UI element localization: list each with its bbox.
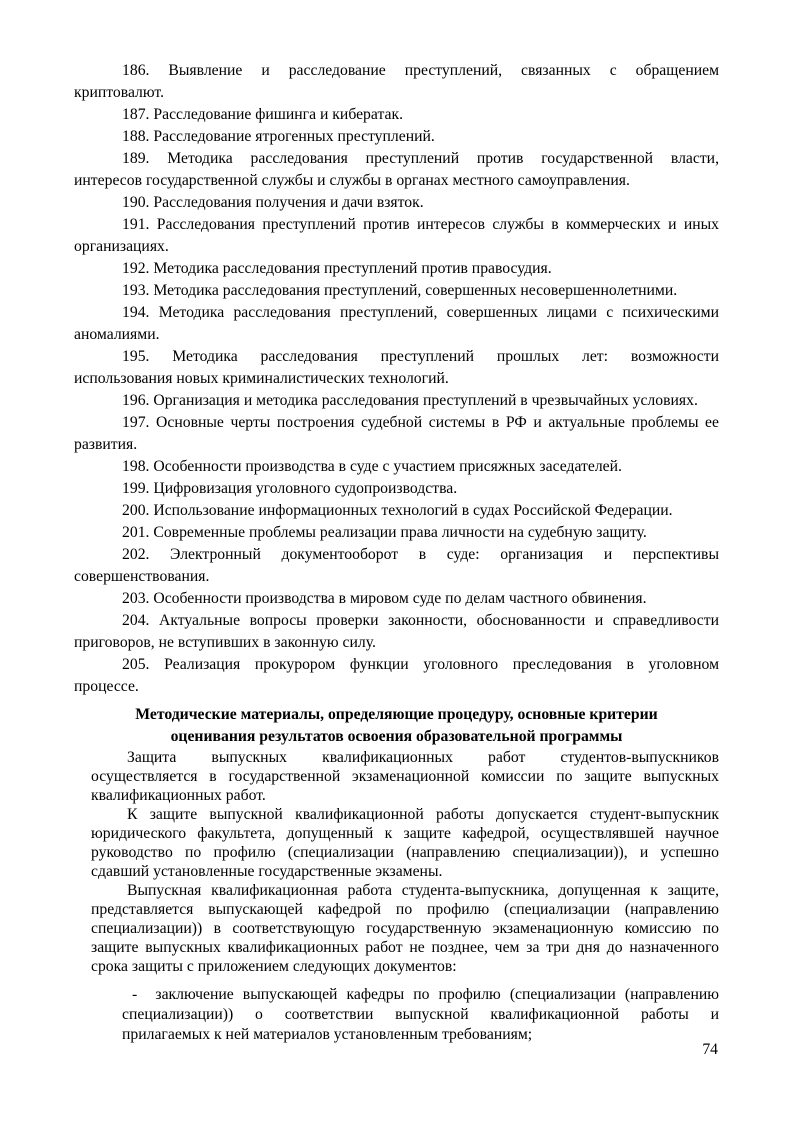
- text-line: развития.: [74, 436, 138, 453]
- text-line: 195. Методика расследования преступлений прошлых лет: возможности: [122, 348, 719, 365]
- text-line: аномалиями.: [74, 326, 160, 343]
- text-line: 194. Методика расследования преступлений, совершенных лицами с психическими: [122, 304, 719, 321]
- text-line: использования новых криминалистических технологий.: [74, 370, 449, 387]
- list-item: [74, 588, 719, 610]
- text-line: 201. Современные проблемы реализации права личности на судебную защиту.: [122, 524, 647, 541]
- list-item: [74, 60, 719, 104]
- text-line: руководство по профилю (специализации (направлению специализации)), и успешно: [91, 844, 719, 861]
- list-item: [74, 104, 719, 126]
- text-line: приговоров, не вступивших в законную силу.: [74, 634, 376, 651]
- text-line: сдавший установленные государственные экзамены.: [91, 863, 443, 880]
- bullet-item: [122, 985, 719, 1045]
- text-line: криптовалют.: [74, 84, 164, 101]
- text-line: 197. Основные черты построения судебной системы в РФ и актуальные проблемы ее: [122, 414, 719, 431]
- text-line: совершенствования.: [74, 568, 210, 585]
- text-line: 193. Методика расследования преступлений, совершенных несовершеннолетними.: [122, 282, 678, 299]
- paragraph: [91, 805, 719, 881]
- text-line: 198. Особенности производства в суде с участием присяжных заседателей.: [122, 458, 622, 475]
- text-line: представляется выпускающей кафедрой по профилю (специализации (направлению: [91, 901, 719, 918]
- list-item: [74, 302, 719, 346]
- text-line: 192. Методика расследования преступлений против правосудия.: [122, 260, 552, 277]
- list-item: [74, 280, 719, 302]
- list-item: [74, 390, 719, 412]
- list-item: [74, 192, 719, 214]
- text-line: 200. Использование информационных технологий в судах Российской Федерации.: [122, 502, 673, 519]
- text-line: 191. Расследования преступлений против интересов службы в коммерческих и иных: [122, 216, 719, 233]
- list-item: [74, 478, 719, 500]
- list-item: [74, 544, 719, 588]
- list-item: [74, 258, 719, 280]
- text-line: срока защиты с приложением следующих документов:: [91, 958, 457, 975]
- text-line: процессе.: [74, 678, 139, 695]
- list-item: [74, 126, 719, 148]
- text-line: Защита выпускных квалификационных работ студентов-выпускников: [127, 749, 719, 766]
- section-body: [91, 748, 719, 976]
- text-line: организациях.: [74, 238, 169, 255]
- text-line: 205. Реализация прокурором функции уголовного преследования в уголовном: [122, 656, 719, 673]
- text-line: 186. Выявление и расследование преступлений, связанных с обращением: [122, 62, 719, 79]
- text-line: интересов государственной службы и службы в органах местного самоуправления.: [74, 172, 630, 189]
- text-line: К защите выпускной квалификационной работы допускается студент-выпускник: [127, 806, 719, 823]
- text-line: 187. Расследование фишинга и кибератак.: [122, 106, 404, 123]
- list-item: [74, 214, 719, 258]
- text-line: юридического факультета, допущенный к защите кафедрой, осуществлявшей научное: [91, 825, 719, 842]
- page-number: 74: [702, 1041, 718, 1058]
- list-item: [74, 610, 719, 654]
- list-item: [74, 412, 719, 456]
- paragraph: [91, 881, 719, 976]
- topic-list: [74, 60, 719, 698]
- section-heading: [74, 704, 719, 748]
- text-line: специализации)) о соответствии выпускной квалификационной работы и: [122, 1006, 719, 1023]
- text-line: - заключение выпускающей кафедры по профилю (специализации (направлению: [132, 986, 719, 1003]
- text-line: 189. Методика расследования преступлений против государственной власти,: [122, 150, 719, 167]
- text-line: 188. Расследование ятрогенных преступлений.: [122, 128, 435, 145]
- text-line: 196. Организация и методика расследования преступлений в чрезвычайных условиях.: [122, 392, 698, 409]
- list-item: [74, 500, 719, 522]
- text-line: осуществляется в государственной экзаменационной комиссии по защите выпускных: [91, 768, 719, 785]
- text-line: 203. Особенности производства в мировом суде по делам частного обвинения.: [122, 590, 647, 607]
- text-line: защите выпускных квалификационных работ не позднее, чем за три дня до назначенного: [91, 939, 719, 956]
- list-item: [74, 456, 719, 478]
- text-line: квалификационных работ.: [91, 787, 266, 804]
- list-item: [74, 522, 719, 544]
- text-line: прилагаемых к ней материалов установленным требованиям;: [122, 1026, 533, 1043]
- text-line: специализации)) в соответствующую государственную экзаменационную комиссию по: [91, 920, 719, 937]
- text-line: 190. Расследования получения и дачи взяток.: [122, 194, 424, 211]
- page-content: [74, 60, 719, 1045]
- section-heading-line: оценивания результатов освоения образовательной программы: [170, 728, 623, 745]
- list-item: [74, 346, 719, 390]
- section-heading-line: Методические материалы, определяющие процедуру, основные критерии: [135, 706, 658, 723]
- text-line: 204. Актуальные вопросы проверки законности, обоснованности и справедливости: [122, 612, 719, 629]
- text-line: 202. Электронный документооборот в суде: организация и перспективы: [122, 546, 719, 563]
- list-item: [74, 148, 719, 192]
- list-item: [74, 654, 719, 698]
- text-line: 199. Цифровизация уголовного судопроизводства.: [122, 480, 458, 497]
- paragraph: [91, 748, 719, 805]
- text-line: Выпускная квалификационная работа студента-выпускника, допущенная к защите,: [127, 882, 719, 899]
